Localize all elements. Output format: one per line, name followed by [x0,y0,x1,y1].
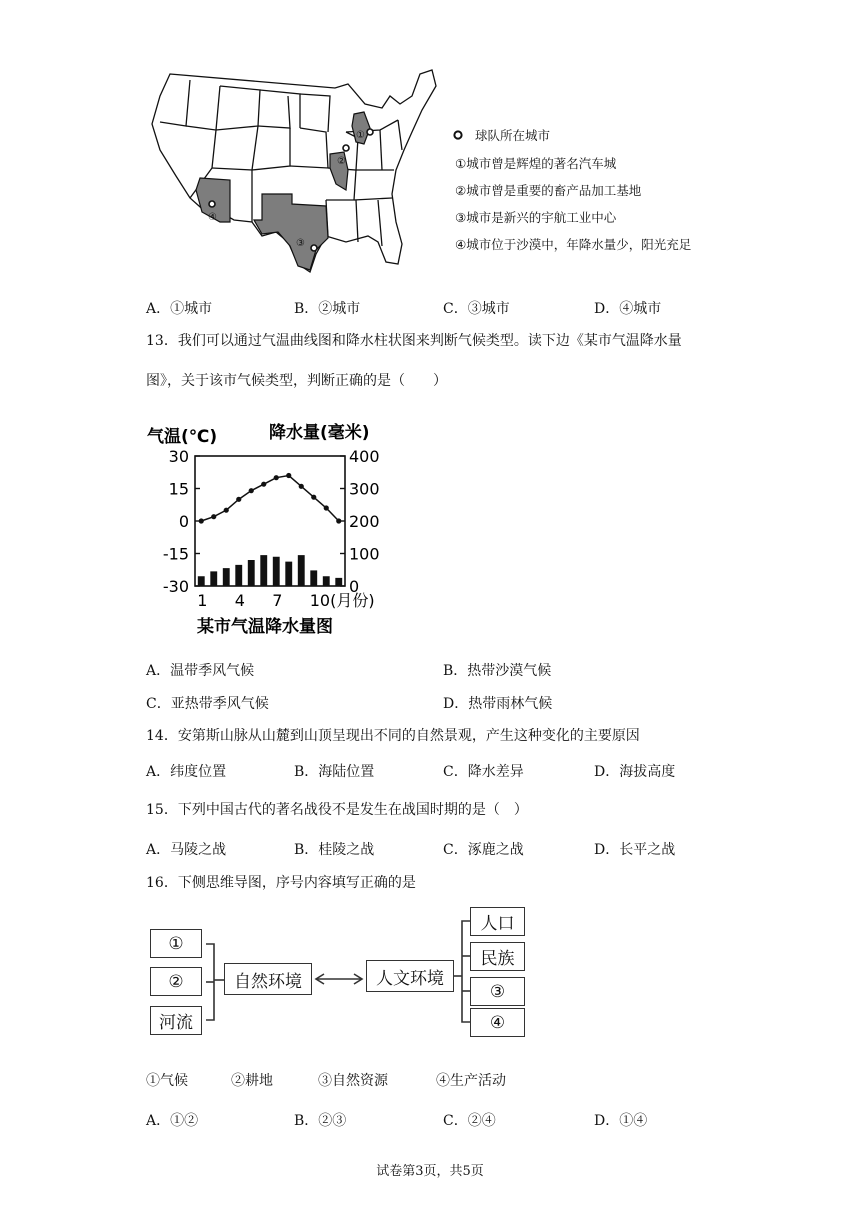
q15-text: 15．下列中国古代的著名战役不是发生在战国时期的是（ ） [146,802,528,818]
map-marker-4: ④ [208,212,217,223]
q14-option-c[interactable]: C．降水差异 [443,764,524,780]
temperature-point [261,482,266,487]
q16-legend-4: ④生产活动 [436,1073,506,1089]
q16-option-d[interactable]: D．①④ [594,1113,648,1129]
chart-right-tick-label: 300 [349,479,380,499]
temperature-point [211,514,216,519]
us-map [150,66,445,282]
chart-left-tick-label: 0 [178,512,189,531]
legend-item-4: ④城市位于沙漠中，年降水量少，阳光充足 [455,237,692,252]
q15-option-b[interactable]: B．桂陵之战 [294,842,375,858]
mindmap-box-river: 河流 [150,1006,202,1035]
map-marker-1: ① [356,130,365,141]
precip-bar [323,576,330,586]
chart-left-tick-label: -30 [162,577,189,596]
chart-ylabel-left: 气温(℃) [147,427,218,447]
temperature-point [274,475,279,480]
temperature-point [249,488,254,493]
q14-option-b[interactable]: B．海陆位置 [294,764,375,780]
q14-text: 14．安第斯山脉从山麓到山顶呈现出不同的自然景观，产生这种变化的主要原因 [146,728,640,744]
temperature-point [311,495,316,500]
chart-x-tick-label: 10(月份) [309,591,375,610]
q13-text-line2: 图》，关于该市气候类型，判断正确的是（ ） [146,373,447,389]
q12-option-a[interactable]: A．①城市 [146,301,213,317]
mindmap-box-population: 人口 [470,907,525,936]
mindmap-box-3: ③ [470,977,525,1006]
q16-legend-3: ③自然资源 [318,1073,388,1089]
page-footer: 试卷第3页，共5页 [376,1164,484,1179]
q16-option-b[interactable]: B．②③ [294,1113,347,1129]
map-marker-3: ③ [296,238,305,249]
q15-option-c[interactable]: C．涿鹿之战 [443,842,524,858]
chart-title: 某市气温降水量图 [197,617,333,637]
q16-option-a[interactable]: A．①② [146,1113,199,1129]
q12-option-c[interactable]: C．③城市 [443,301,510,317]
chart-right-tick-label: 100 [349,544,380,564]
mindmap-natural-environment: 自然环境 [224,963,312,995]
precip-bar [260,555,267,586]
temperature-point [236,497,241,502]
q13-option-c[interactable]: C．亚热带季风气候 [146,696,269,712]
precip-bar [310,570,317,586]
precip-bar [198,576,205,586]
mindmap-box-2: ② [150,967,202,996]
chart-right-tick-label: 400 [349,447,380,466]
legend-item-2: ②城市曾是重要的畜产品加工基地 [455,183,642,198]
chart-right-tick-label: 200 [349,512,380,531]
q15-option-d[interactable]: D．长平之战 [594,842,676,858]
precip-bar [248,560,255,586]
legend-item-3: ③城市是新兴的宇航工业中心 [455,210,617,225]
chart-x-tick-label: 7 [272,591,283,610]
q16-legend-1: ①气候 [146,1073,188,1089]
texas-region [254,194,328,270]
chart-left-tick-label: -15 [162,544,189,564]
chart-x-tick-label: 4 [234,591,245,610]
legend-symbol-label: 球队所在城市 [475,128,551,143]
mindmap-box-ethnic: 民族 [470,942,525,971]
mindmap-connectors [200,900,480,1050]
precip-bar [298,555,305,586]
legend-city-symbol [452,129,464,141]
precip-bar [235,565,242,586]
precip-bar [210,571,217,586]
q16-text: 16．下侧思维导图，序号内容填写正确的是 [146,875,416,891]
q13-option-a[interactable]: A．温带季风气候 [146,663,255,679]
mindmap-human-environment: 人文环境 [366,960,454,992]
q13-option-d[interactable]: D．热带雨林气候 [443,696,553,712]
q13-option-b[interactable]: B．热带沙漠气候 [443,663,552,679]
chart-x-tick-label: 1 [197,591,208,610]
q14-option-a[interactable]: A．纬度位置 [146,764,227,780]
precip-bar [223,568,230,586]
temperature-point [324,505,329,510]
chart-ylabel-right: 降水量(毫米) [269,423,370,443]
chart-plot-frame [195,456,345,586]
climate-chart [145,418,385,638]
mindmap-box-4: ④ [470,1008,525,1037]
q16-legend-2: ②耕地 [231,1073,273,1089]
temperature-line [201,476,339,522]
temperature-point [286,473,291,478]
mindmap-box-1: ① [150,929,202,958]
temperature-point [336,518,341,523]
q15-option-a[interactable]: A．马陵之战 [146,842,227,858]
chart-left-tick-label: 30 [168,447,189,466]
temperature-point [199,518,204,523]
q16-option-c[interactable]: C．②④ [443,1113,496,1129]
map-marker-2: ② [337,156,346,167]
q13-text-line1: 13．我们可以通过气温曲线图和降水柱状图来判断气候类型。读下边《某市气温降水量 [146,333,682,349]
temperature-point [224,508,229,513]
precip-bar [285,562,292,586]
q12-option-b[interactable]: B．②城市 [294,301,361,317]
chart-right-tick-label: 0 [349,577,360,596]
legend-item-1: ①城市曾是辉煌的著名汽车城 [455,156,617,171]
precip-bar [273,557,280,586]
temperature-point [299,484,304,489]
precip-bar [335,578,342,586]
chart-left-tick-label: 15 [168,479,189,499]
q12-option-d[interactable]: D．④城市 [594,301,662,317]
q14-option-d[interactable]: D．海拔高度 [594,764,676,780]
